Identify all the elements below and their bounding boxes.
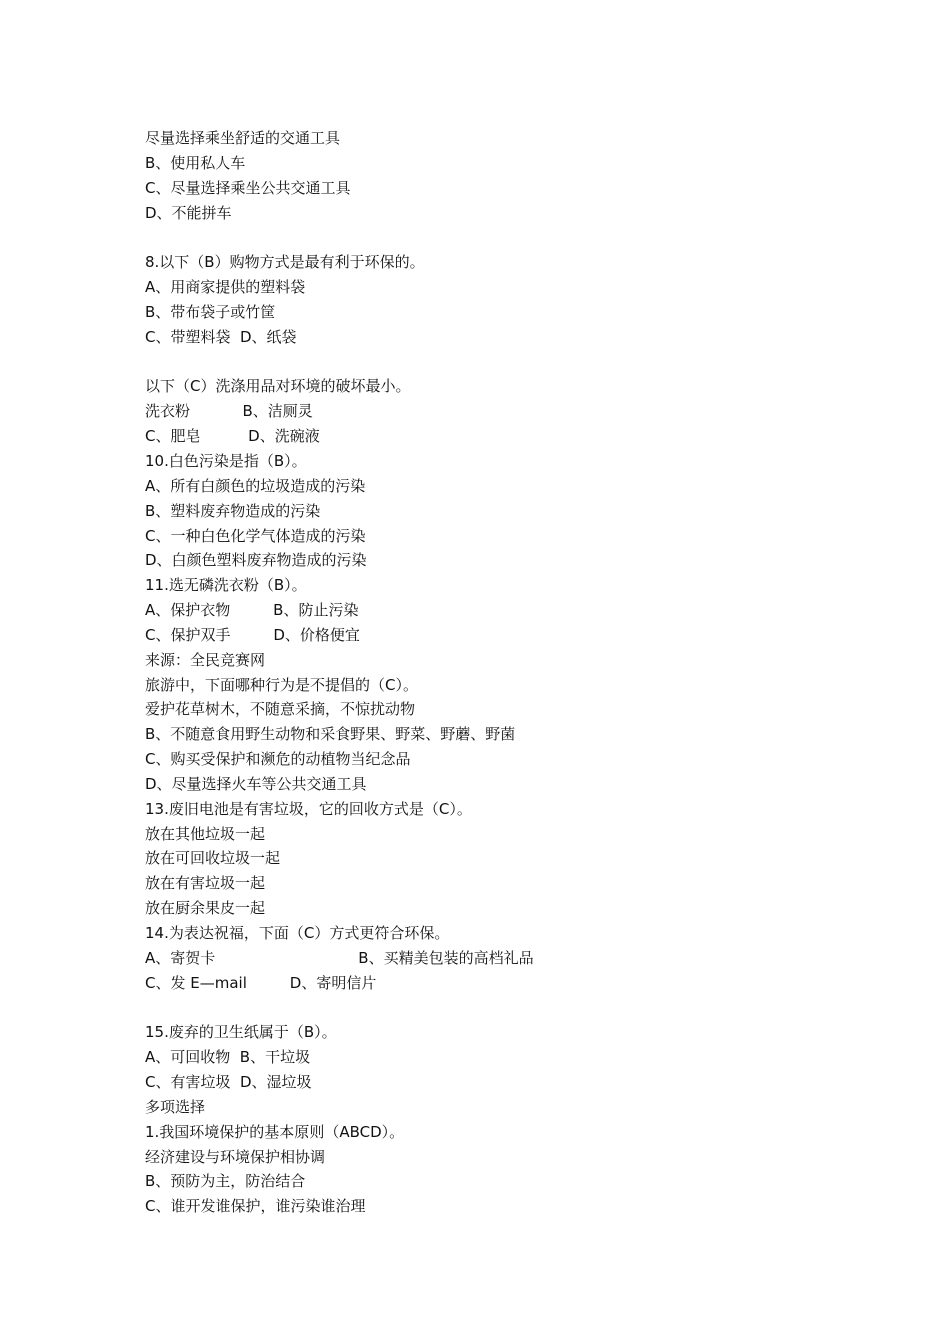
text-line: 1.我国环境保护的基本原则（ABCD）。 — [145, 1122, 405, 1141]
text-line: C、肥皂 D、洗碗液 — [145, 427, 320, 446]
text-line: C、有害垃圾 D、湿垃圾 — [145, 1073, 312, 1092]
text-line: C、发 E—mail D、寄明信片 — [145, 973, 377, 992]
text-line: C、购买受保护和濒危的动植物当纪念品 — [145, 750, 411, 769]
text-line: D、尽量选择火车等公共交通工具 — [145, 774, 367, 793]
text-line: B、预防为主，防治结合 — [145, 1172, 306, 1191]
text-line: B、带布袋子或竹筐 — [145, 302, 276, 321]
text-line: 8.以下（B）购物方式是最有利于环保的。 — [145, 253, 425, 272]
text-line: C、保护双手 D、价格便宜 — [145, 625, 360, 644]
text-line: B、使用私人车 — [145, 153, 246, 172]
text-line: 爱护花草树木，不随意采摘，不惊扰动物 — [145, 700, 416, 719]
text-line: 多项选择 — [145, 1097, 206, 1116]
text-line: D、不能拼车 — [145, 203, 232, 222]
text-line: C、尽量选择乘坐公共交通工具 — [145, 178, 351, 197]
text-line: B、不随意食用野生动物和采食野果、野菜、野蘑、野菌 — [145, 725, 516, 744]
document-body — [145, 126, 905, 1219]
text-line: D、白颜色塑料废弃物造成的污染 — [145, 551, 367, 570]
text-line: 放在可回收垃圾一起 — [145, 849, 281, 868]
text-line: 15.废弃的卫生纸属于（B）。 — [145, 1023, 337, 1042]
text-line: 13.废旧电池是有害垃圾，它的回收方式是（C）。 — [145, 799, 472, 818]
text-line: 10.白色污染是指（B）。 — [145, 451, 307, 470]
text-line: 尽量选择乘坐舒适的交通工具 — [145, 129, 341, 147]
text-line: 旅游中，下面哪种行为是不提倡的（C）。 — [145, 675, 418, 694]
text-line: C、带塑料袋 D、纸袋 — [145, 327, 297, 346]
text-line: 14.为表达祝福，下面（C）方式更符合环保。 — [145, 924, 450, 942]
text-line: 来源：全民竞赛网 — [145, 650, 266, 669]
text-line: A、寄贺卡 B、买精美包装的高档礼品 — [145, 948, 534, 967]
text-line: A、所有白颜色的垃圾造成的污染 — [145, 476, 366, 495]
text-line: A、可回收物 B、干垃圾 — [145, 1048, 311, 1067]
blank-line — [145, 996, 905, 1021]
text-line: 以下（C）洗涤用品对环境的破坏最小。 — [145, 377, 411, 396]
text-line: B、塑料废弃物造成的污染 — [145, 501, 321, 520]
text-line: A、用商家提供的塑料袋 — [145, 278, 306, 297]
text-line: 经济建设与环境保护相协调 — [145, 1147, 326, 1166]
blank-line — [145, 225, 905, 250]
text-line: 洗衣粉 B、洁厕灵 — [145, 402, 313, 421]
blank-line — [145, 350, 905, 375]
text-line: 放在有害垃圾一起 — [145, 874, 266, 893]
text-line: C、一种白色化学气体造成的污染 — [145, 526, 366, 545]
text-line: A、保护衣物 B、防止污染 — [145, 601, 359, 620]
text-line: C、谁开发谁保护，谁污染谁治理 — [145, 1197, 366, 1216]
text-line: 放在厨余果皮一起 — [145, 899, 266, 918]
text-line: 11.选无磷洗衣粉（B）。 — [145, 576, 307, 595]
text-line: 放在其他垃圾一起 — [145, 824, 266, 843]
